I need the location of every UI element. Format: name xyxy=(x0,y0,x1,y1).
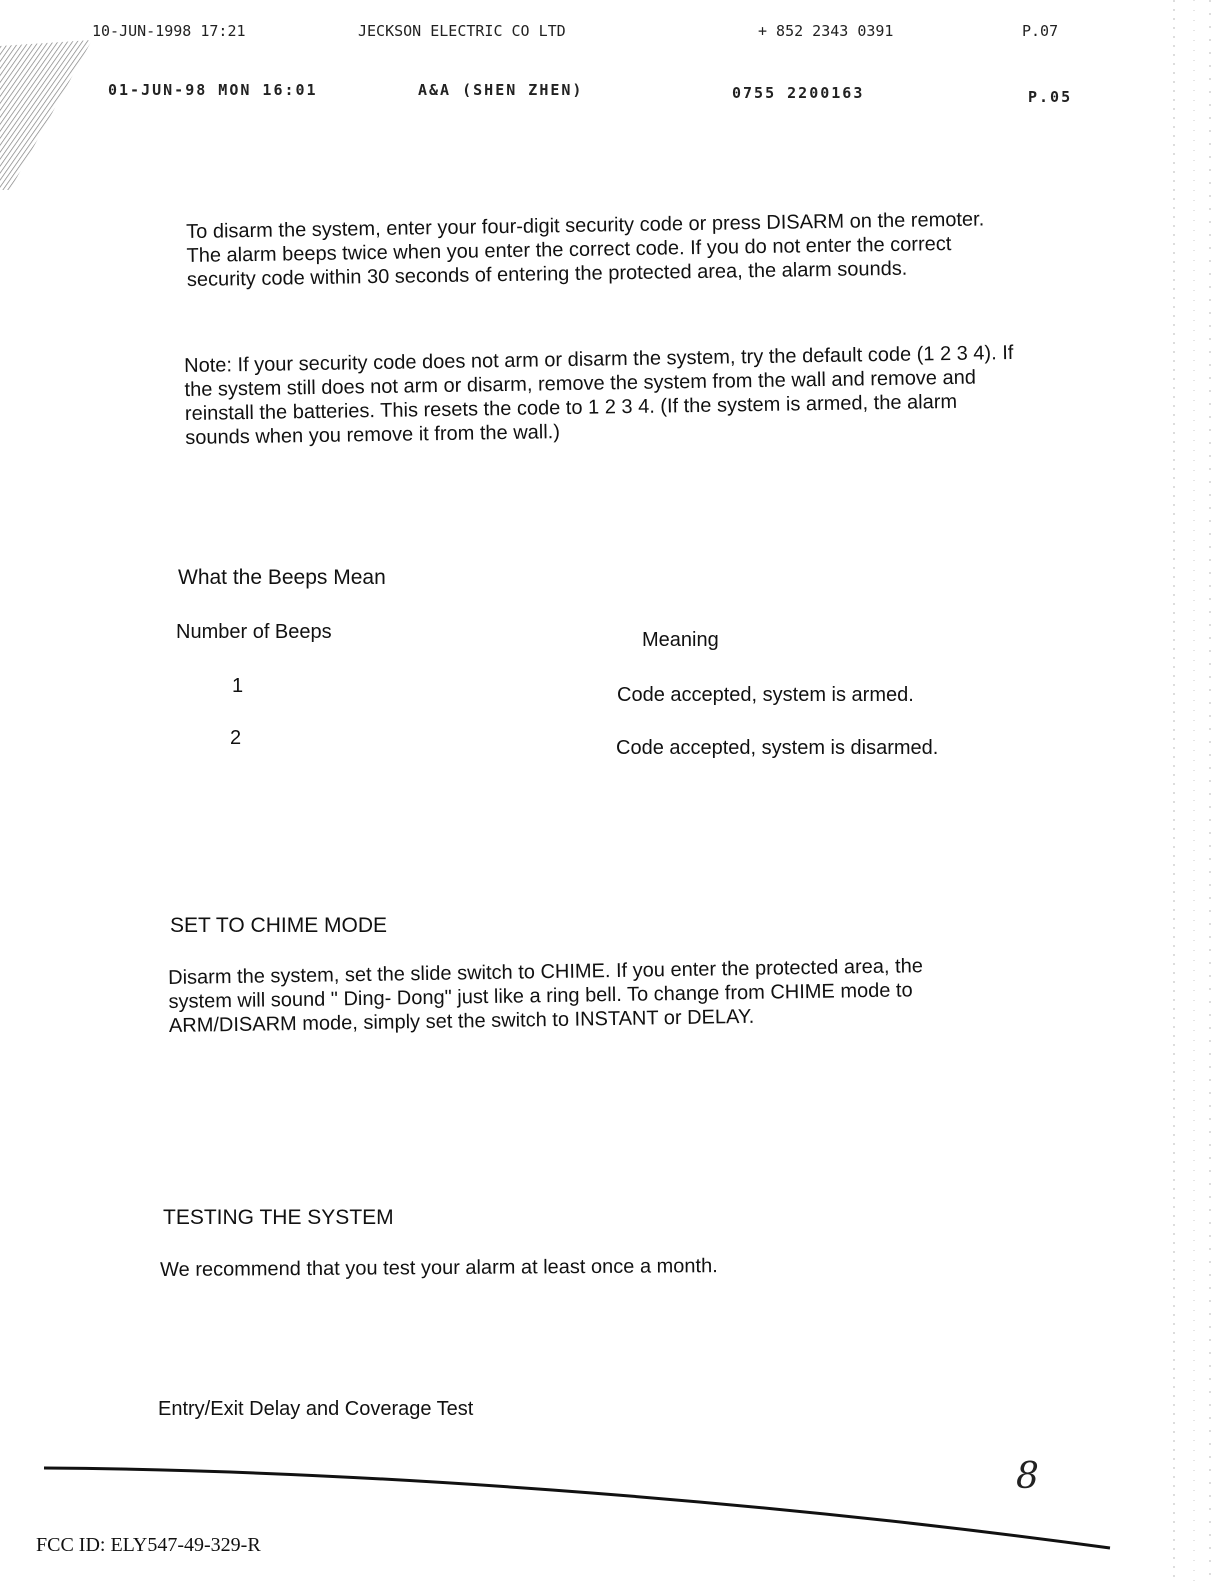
fax-phone: 0755 2200163 xyxy=(732,84,865,102)
testing-paragraph: We recommend that you test your alarm at least once a month. xyxy=(160,1255,718,1281)
scan-corner-artifact xyxy=(0,40,95,190)
page-number: 8 xyxy=(1016,1456,1039,1497)
beeps-count: 1 xyxy=(232,675,244,697)
fcc-id: FCC ID: ELY547-49-329-R xyxy=(36,1534,261,1556)
testing-heading: TESTING THE SYSTEM xyxy=(163,1206,394,1229)
entry-exit-heading: Entry/Exit Delay and Coverage Test xyxy=(158,1398,474,1420)
disarm-paragraph: To disarm the system, enter your four-digit security code or press DISARM on the remoter. The alarm beeps twice when you enter the correct code. If you do not enter the correct security code within 30 seconds of entering the protected area, the alarm sounds. xyxy=(186,208,985,291)
beeps-meaning: Code accepted, system is disarmed. xyxy=(616,737,939,759)
fax-datetime: 10-JUN-1998 17:21 xyxy=(92,22,246,40)
scan-edge-artifact xyxy=(1164,0,1224,1584)
beeps-count: 2 xyxy=(230,727,242,749)
chime-heading: SET TO CHIME MODE xyxy=(170,914,388,937)
column-header-number: Number of Beeps xyxy=(176,621,332,643)
fax-company: JECKSON ELECTRIC CO LTD xyxy=(358,22,566,40)
fax-phone: + 852 2343 0391 xyxy=(758,22,894,40)
fax-sender: A&A (SHEN ZHEN) xyxy=(418,81,584,99)
beeps-table-title: What the Beeps Mean xyxy=(178,566,386,589)
column-header-meaning: Meaning xyxy=(642,629,719,651)
beeps-meaning: Code accepted, system is armed. xyxy=(617,684,914,706)
chime-paragraph: Disarm the system, set the slide switch to CHIME. If you enter the protected area, the system will sound " Ding- Dong" just like a ring bell. To change from CHIME mode to ARM/DISARM mode, simply set the switch to INSTANT or DELAY. xyxy=(168,955,924,1037)
fax-page: P.07 xyxy=(1022,22,1059,40)
fax-page: P.05 xyxy=(1028,88,1073,106)
fax-datetime: 01-JUN-98 MON 16:01 xyxy=(108,81,318,99)
note-paragraph: Note: If your security code does not arm or disarm the system, try the default code (1 2 3 4). If the system still does not arm or disarm, remove the system from the wall and remove and reinstall the batteries. This resets the code to 1 2 3 4. (If the system is armed, the alarm sounds when you remove it from the wall.) xyxy=(184,341,1014,449)
